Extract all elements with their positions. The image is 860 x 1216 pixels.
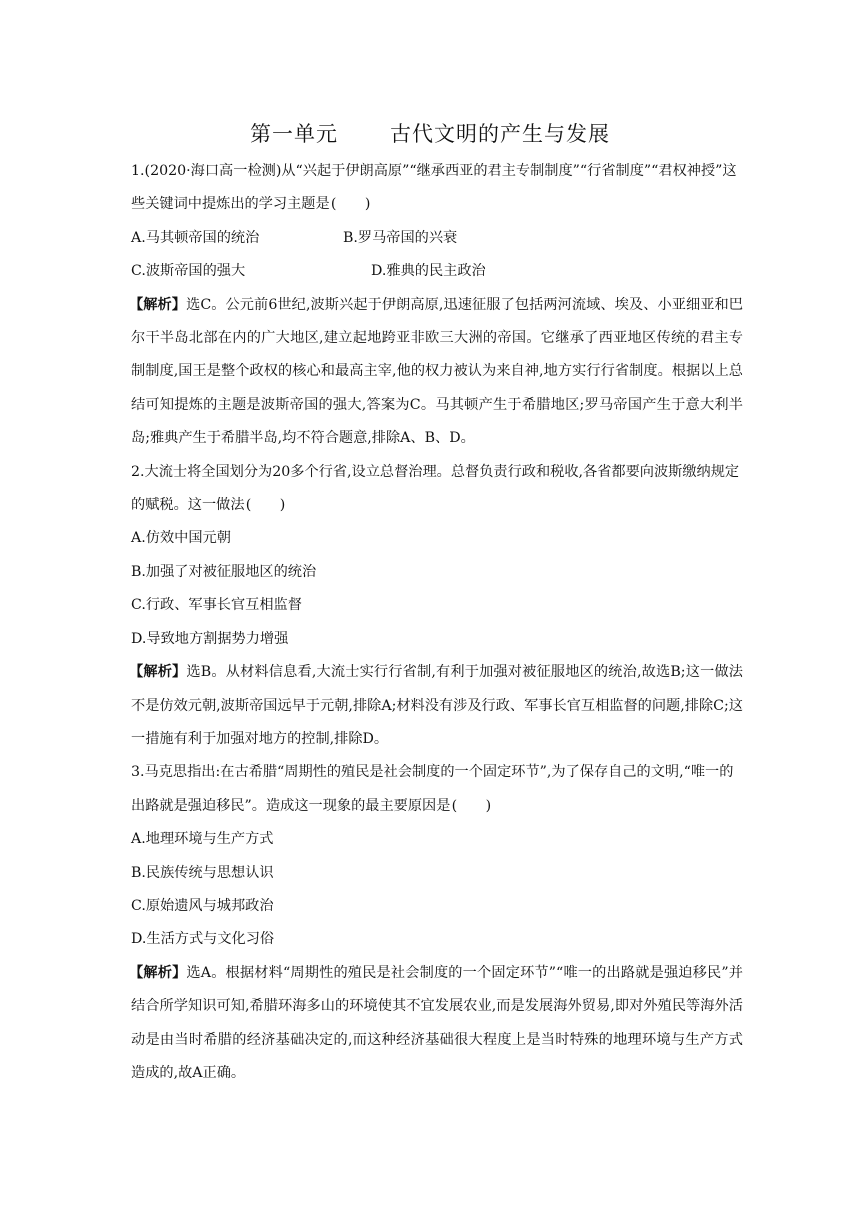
option-d: D.雅典的民主政治: [371, 263, 486, 280]
answer-blank: ( ): [451, 797, 492, 814]
analysis-text: 选A。根据材料“周期性的殖民是社会制度的一个固定环节”“唯一的出路就是强迫移民”并结合所学知识可知,希腊环海多山的环境使其不宜发展农业,而是发展海外贸易,即对外殖民等海外活动是由当时希腊的经济基础决定的,而这种经济基础很大程度上是当时特殊的地理环境与生产方式造成的,故A正确。: [131, 964, 743, 1081]
analysis-tag: 【解析】: [129, 296, 187, 313]
option-c: C.波斯帝国的强大: [131, 263, 246, 280]
question-1: [131, 155, 743, 456]
option-a: A.仿效中国元朝: [131, 530, 231, 547]
unit-label: 第一单元: [250, 122, 338, 146]
question-3: [131, 756, 743, 1090]
option-b: B.罗马帝国的兴衰: [343, 229, 458, 246]
analysis: [131, 957, 743, 1091]
option-d: D.生活方式与文化习俗: [131, 931, 275, 948]
analysis: [131, 656, 743, 756]
question-2: [131, 456, 743, 757]
analysis: [131, 289, 743, 456]
answer-blank: ( ): [330, 196, 371, 213]
analysis-text: 选B。从材料信息看,大流士实行行省制,有利于加强对被征服地区的统治,故选B;这一做法不是仿效元朝,波斯帝国远早于元朝,排除A;材料没有涉及行政、军事长官互相监督的问题,排除C;这一措施有利于加强对地方的控制,排除D。: [131, 664, 743, 747]
analysis-text: 选C。公元前6世纪,波斯兴起于伊朗高原,迅速征服了包括两河流域、埃及、小亚细亚和巴尔干半岛北部在内的广大地区,建立起地跨亚非欧三大洲的帝国。它继承了西亚地区传统的君主专制制度,国王是整个政权的核心和最高主宰,他的权力被认为来自神,地方实行行省制度。根据以上总结可知提炼的主题是波斯帝国的强大,答案为C。马其顿产生于希腊地区;罗马帝国产生于意大利半岛;雅典产生于希腊半岛,均不符合题意,排除A、B、D。: [131, 296, 743, 447]
question-stem: 2.大流士将全国划分为20多个行省,设立总督治理。总督负责行政和税收,各省都要向波斯缴纳规定的赋税。这一做法: [131, 463, 740, 514]
unit-topic: 古代文明的产生与发展: [390, 122, 610, 146]
option-a: A.地理环境与生产方式: [131, 831, 274, 848]
option-c: C.原始遗风与城邦政治: [131, 897, 274, 914]
option-b: B.加强了对被征服地区的统治: [131, 563, 317, 580]
question-list: [131, 155, 743, 1090]
question-stem: 3.马克思指出:在古希腊“周期性的殖民是社会制度的一个固定环节”,为了保存自己的文明,“唯一的出路就是强迫移民”。造成这一现象的最主要原因是: [131, 764, 734, 814]
answer-blank: ( ): [245, 497, 286, 514]
page-title: [0, 118, 860, 148]
option-a: A.马其顿帝国的统治: [131, 229, 260, 246]
option-c: C.行政、军事长官互相监督: [131, 597, 302, 614]
option-d: D.导致地方割据势力增强: [131, 630, 289, 647]
analysis-tag: 【解析】: [129, 964, 187, 981]
question-stem: 1.(2020·海口高一检测)从“兴起于伊朗高原”“继承西亚的君主专制制度”“行省制度”“君权神授”这些关键词中提炼出的学习主题是: [131, 163, 737, 213]
analysis-tag: 【解析】: [129, 664, 187, 681]
option-b: B.民族传统与思想认识: [131, 864, 274, 881]
